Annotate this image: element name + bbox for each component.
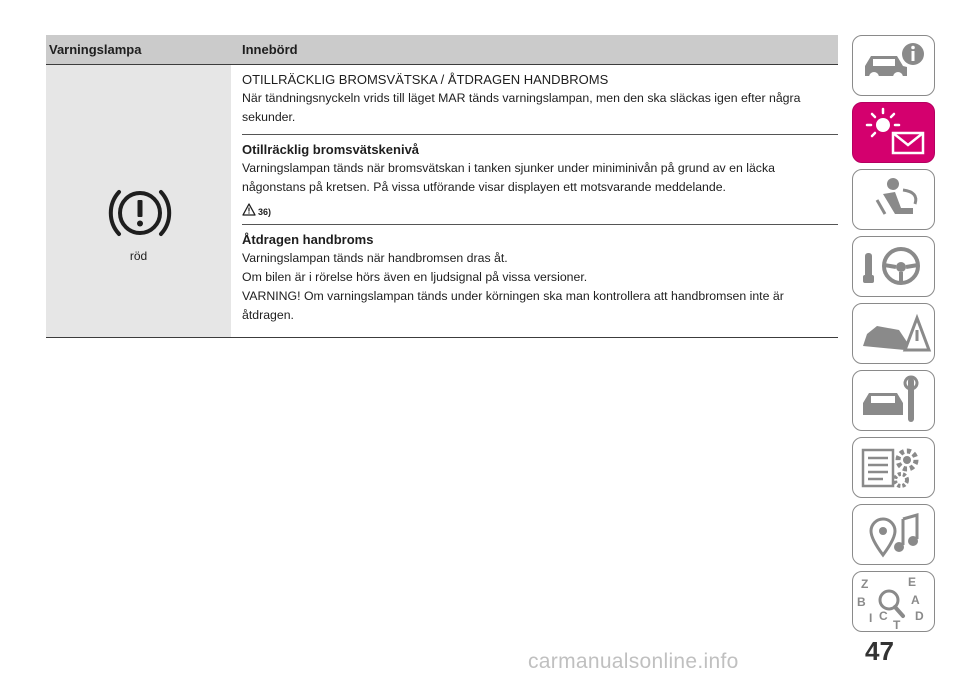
tab-multimedia[interactable]	[852, 504, 935, 565]
table-header	[46, 35, 838, 65]
svg-text:A: A	[911, 593, 920, 607]
meaning-cell	[231, 65, 838, 337]
section-text: Om bilen är i rörelse hörs även en ljudsignal på vissa versioner.	[242, 270, 588, 284]
accident-icon	[853, 304, 933, 362]
section-heading: Åtdragen handbroms	[242, 232, 374, 247]
car-info-icon	[853, 36, 933, 94]
tab-safety[interactable]	[852, 169, 935, 230]
warning-lights-icon	[853, 103, 933, 161]
note-number: 36)	[258, 207, 272, 217]
section-heading: OTILLRÄCKLIG BROMSVÄTSKA / ÅTDRAGEN HANDBROMS	[242, 72, 609, 87]
watermark: carmanualsonline.info	[528, 650, 739, 673]
section-handbrake-applied	[242, 225, 838, 337]
column-header-lamp: Varningslampa	[49, 42, 142, 57]
seat-airbag-icon	[853, 170, 933, 228]
svg-text:D: D	[915, 609, 924, 623]
media-icon	[853, 505, 933, 563]
brake-warning-icon	[105, 182, 175, 244]
lamp-color-label: röd	[129, 249, 148, 263]
svg-text:B: B	[857, 595, 866, 609]
index-icon	[853, 572, 933, 630]
warning-light-table	[46, 35, 838, 338]
section-heading: Otillräcklig bromsvätskenivå	[242, 142, 420, 157]
tab-emergency[interactable]	[852, 303, 935, 364]
section-text: Varningslampan tänds när handbromsen dras åt.	[242, 251, 508, 265]
car-wrench-icon	[853, 371, 933, 429]
list-gear-icon	[853, 438, 933, 496]
tab-car-info[interactable]	[852, 35, 935, 96]
table-row	[46, 65, 838, 338]
steering-wheel-icon	[853, 237, 933, 295]
section-low-brake-fluid	[242, 135, 838, 225]
note-reference	[242, 201, 838, 217]
section-brake-fluid-handbrake	[242, 65, 838, 135]
svg-text:E: E	[908, 575, 917, 589]
section-text: När tändningsnyckeln vrids till läget MAR tänds varningslampan, men den ska släckas igen efter några sekunder.	[242, 91, 801, 124]
tab-maintenance[interactable]	[852, 370, 935, 431]
lamp-cell	[46, 65, 231, 337]
svg-text:C: C	[879, 609, 888, 623]
tab-technical-data[interactable]	[852, 437, 935, 498]
section-text: Varningslampan tänds när bromsvätskan i tanken sjunker under miniminivån på grund av en läcka någonstans på kretsen. På vissa utförande visar displayen ett motsvarande meddelande.	[242, 161, 775, 194]
svg-text:T: T	[893, 618, 901, 630]
column-header-meaning: Innebörd	[242, 42, 298, 57]
svg-text:Z: Z	[861, 577, 869, 591]
tab-lights-warnings[interactable]	[852, 102, 935, 163]
tab-index[interactable]	[852, 571, 935, 632]
section-text: VARNING! Om varningslampan tänds under körningen ska man kontrollera att handbromsen inte är åtdragen.	[242, 289, 784, 322]
svg-text:I: I	[869, 611, 873, 625]
warning-triangle-icon	[242, 203, 256, 216]
page-number: 47	[865, 636, 894, 666]
tab-driving[interactable]	[852, 236, 935, 297]
